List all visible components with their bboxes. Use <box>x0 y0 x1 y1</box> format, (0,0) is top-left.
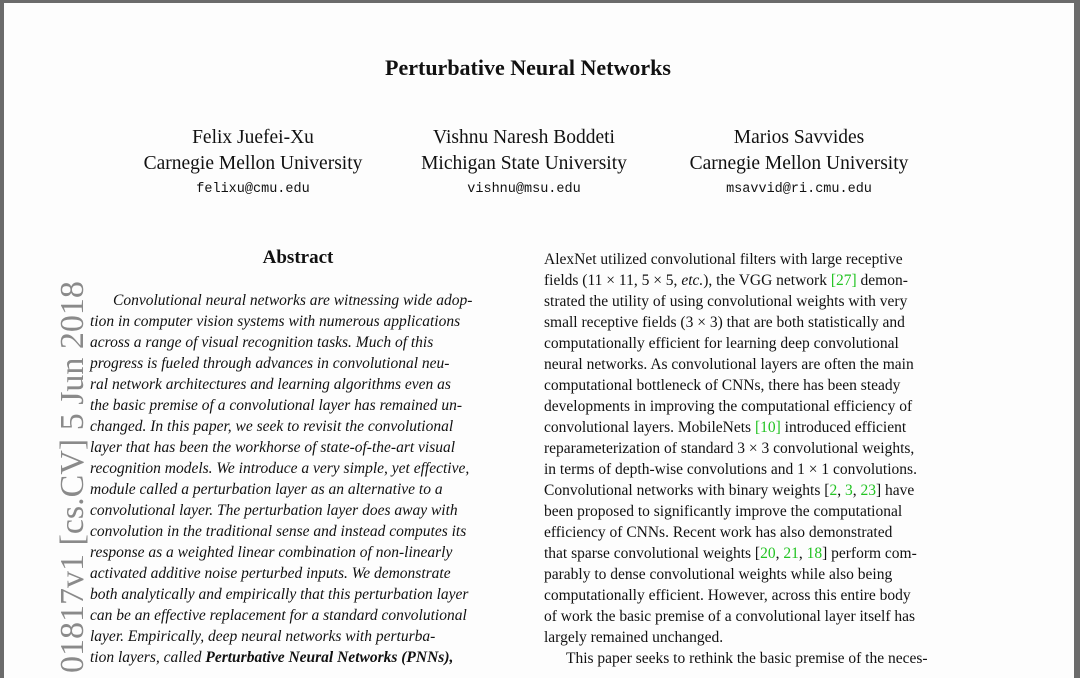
abstract-heading: Abstract <box>262 247 334 268</box>
citation-link[interactable]: [10] <box>754 419 781 436</box>
citation-link[interactable]: 3 <box>844 482 853 499</box>
abstract-line: response as a weighted linear combination of non-linearly <box>90 544 453 561</box>
abstract-body <box>90 290 510 668</box>
body-text: introduced efficient <box>780 419 907 436</box>
abstract-line: module called a perturbation layer as an alternative to a <box>90 481 443 498</box>
body-line: been proposed to significantly improve the computational <box>544 503 903 520</box>
abstract-line: convolutional layer. The perturbation layer does away with <box>90 502 458 519</box>
author-affiliation: Carnegie Mellon University <box>689 153 909 174</box>
citation-link[interactable]: 23 <box>860 482 876 499</box>
body-text: , <box>837 482 845 499</box>
author-name: Felix Juefei-Xu <box>192 127 314 148</box>
author-3 <box>654 125 944 201</box>
body-line: AlexNet utilized convolutional filters with large receptive <box>544 251 903 268</box>
body-line: reparameterization of standard 3 × 3 convolutional weights, <box>544 440 915 457</box>
abstract-line: both analytically and empirically that this perturbation layer <box>90 586 469 603</box>
body-line: parably to dense convolutional weights while also being <box>544 566 893 583</box>
abstract-line: can be an effective replacement for a standard convolutional <box>90 607 467 624</box>
abstract-line: tion in computer vision systems with numerous applications <box>90 313 461 330</box>
body-line: This paper seeks to rethink the basic premise of the neces- <box>566 650 928 667</box>
paper-title: Perturbative Neural Networks <box>385 55 671 80</box>
body-line <box>544 417 969 438</box>
author-1 <box>108 125 398 201</box>
body-text: fields (11 × 11, 5 × 5, <box>544 272 682 289</box>
body-line <box>544 270 969 291</box>
abstract-line: layer. Empirically, deep neural networks with perturba- <box>90 628 436 645</box>
body-text: convolutional layers. MobileNets <box>544 419 755 436</box>
body-line: small receptive fields (3 × 3) that are both statistically and <box>544 314 905 331</box>
body-line <box>544 543 969 564</box>
citation-link[interactable]: 18 <box>806 545 823 562</box>
abstract-line: changed. In this paper, we seek to revisit the convolutional <box>90 418 454 435</box>
pnn-term: Perturbative Neural Networks (PNNs), <box>205 649 454 666</box>
arxiv-identifier: 01817v1 [cs.CV] 5 Jun 2018 <box>54 281 91 673</box>
body-line: computationally efficient for learning deep convolutional <box>544 335 899 352</box>
abstract-text: tion layers, called <box>90 649 206 666</box>
abstract-line: Convolutional neural networks are witnessing wide adop- <box>113 292 473 309</box>
author-2 <box>379 125 669 201</box>
body-line: neural networks. As convolutional layers are often the main <box>544 356 914 373</box>
citation-link[interactable]: 2 <box>829 482 838 499</box>
abstract-line-last <box>90 647 510 668</box>
body-text: Convolutional networks with binary weights [ <box>544 482 830 499</box>
citation-link[interactable]: 21 <box>783 545 799 562</box>
author-name: Marios Savvides <box>733 127 865 148</box>
body-text: , <box>775 545 784 562</box>
body-line: developments in improving the computational efficiency of <box>544 398 913 415</box>
body-text: demon- <box>856 272 908 289</box>
body-text: that sparse convolutional weights [ <box>544 545 761 562</box>
abstract-line: layer that has been the workhorse of state-of-the-art visual <box>90 439 456 456</box>
author-affiliation: Michigan State University <box>421 153 627 174</box>
abstract-line: activated additive noise perturbed inputs. We demonstrate <box>90 565 451 582</box>
abstract-line: convolution in the traditional sense and instead computes its <box>90 523 467 540</box>
body-line <box>544 480 969 501</box>
abstract-line: the basic premise of a convolutional layer has remained un- <box>90 397 463 414</box>
abstract-line: recognition models. We introduce a very simple, yet effective, <box>90 460 470 477</box>
body-line: largely remained unchanged. <box>544 629 724 646</box>
author-email[interactable]: msavvid@ri.cmu.edu <box>726 182 872 197</box>
author-email[interactable]: felixu@cmu.edu <box>196 182 310 197</box>
body-line: in terms of depth-wise convolutions and 1 × 1 convolutions. <box>544 461 917 478</box>
body-line: computational bottleneck of CNNs, there has been steady <box>544 377 901 394</box>
body-line: computationally efficient. However, across this entire body <box>544 587 911 604</box>
citation-link[interactable]: [27] <box>830 272 857 289</box>
abstract-line: across a range of visual recognition tasks. Much of this <box>90 334 434 351</box>
body-line: strated the utility of using convolutional weights with very <box>544 293 908 310</box>
abstract-line: ral network architectures and learning algorithms even as <box>90 376 451 393</box>
paper-page <box>4 3 1074 678</box>
body-text: ] have <box>875 482 915 499</box>
body-text-italic: etc. <box>681 272 704 289</box>
body-text: , <box>852 482 861 499</box>
body-line: of work the basic premise of a convolutional layer itself has <box>544 608 916 625</box>
author-name: Vishnu Naresh Boddeti <box>433 127 615 148</box>
author-email[interactable]: vishnu@msu.edu <box>467 182 581 197</box>
body-text: ), the VGG network <box>703 272 831 289</box>
body-text: ] perform com- <box>822 545 917 562</box>
citation-link[interactable]: 20 <box>760 545 776 562</box>
author-affiliation: Carnegie Mellon University <box>143 153 363 174</box>
intro-column <box>544 249 969 669</box>
body-text: , <box>798 545 807 562</box>
body-line: efficiency of CNNs. Recent work has also demonstrated <box>544 524 893 541</box>
abstract-line: progress is fueled through advances in convolutional neu- <box>90 355 450 372</box>
